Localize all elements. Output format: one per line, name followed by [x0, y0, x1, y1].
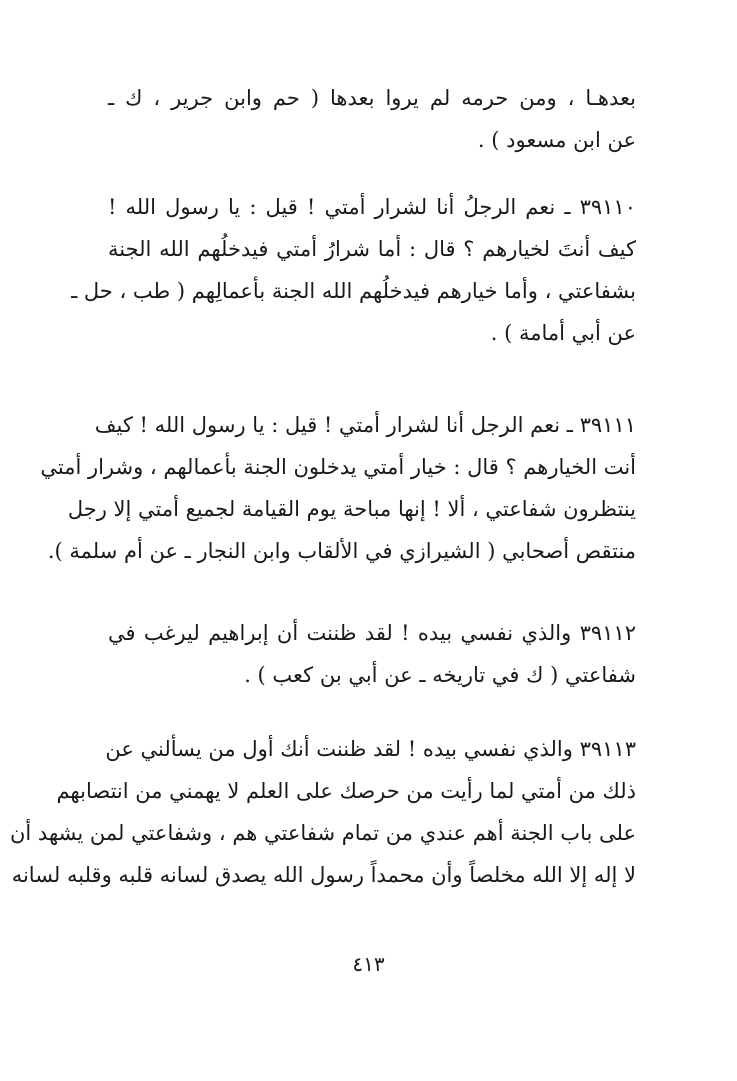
- text-line: منتقص أصحابي ( الشيرازي في الألقاب وابن النجار ـ عن أم سلمة ).: [47, 539, 636, 563]
- text-line: ٣٩١١٠ ـ نعم الرجلُ أنا لشرار أمتي ! قيل : يا رسول الله !: [108, 195, 636, 219]
- text-line: ٣٩١١٢ والذي نفسي بيده ! لقد ظننت أن إبراهيم ليرغب في: [108, 621, 636, 645]
- hadith-39110: [71, 186, 636, 354]
- text-line: عن ابن مسعود ) .: [477, 128, 636, 152]
- text-line: بشفاعتي ، وأما خيارهم فيدخلُهم الله الجنة بأعمالِهم ( طب ، حل ـ: [71, 279, 636, 303]
- text-line: ٣٩١١١ ـ نعم الرجل أنا لشرار أمتي ! قيل : يا رسول الله ! كيف: [94, 413, 636, 437]
- text-line: بعدهـا ، ومن حرمه لم يروا بعدها ( حم وابن جرير ، ك ـ: [108, 86, 636, 110]
- text-line: لا إله إلا الله مخلصاً وأن محمداً رسول الله يصدق لسانه قلبه وقلبه لسانه: [11, 863, 636, 887]
- text-line: ٣٩١١٣ والذي نفسي بيده ! لقد ظننت أنك أول من يسألني عن: [105, 737, 636, 761]
- text-line: أنت الخيارهم ؟ قال : خيار أمتي يدخلون الجنة بأعمالهم ، وشرار أمتي: [40, 455, 636, 479]
- text-line: على باب الجنة أهم عندي من تمام شفاعتي هم ، وشفاعتي لمن يشهد أن: [9, 821, 636, 845]
- paragraph-continuation: [108, 77, 636, 161]
- text-line: شفاعتي ( ك في تاريخه ـ عن أبي بن كعب ) .: [244, 663, 636, 687]
- text-line: ذلك من أمتي لما رأيت من حرصك على العلم لا يهمني من انتصابهم: [56, 779, 636, 803]
- hadith-39111: [40, 404, 636, 572]
- hadith-39112: [108, 612, 636, 696]
- text-line: كيف أنتَ لخيارهم ؟ قال : أما شرارُ أمتي فيدخلُهم الله الجنة: [108, 237, 636, 261]
- text-line: عن أبي أمامة ) .: [490, 321, 636, 345]
- page-number: ٤١٣: [352, 952, 385, 976]
- text-line: ينتظرون شفاعتي ، ألا ! إنها مباحة يوم القيامة لجميع أمتي إلا رجل: [67, 497, 636, 521]
- hadith-39113: [9, 728, 636, 896]
